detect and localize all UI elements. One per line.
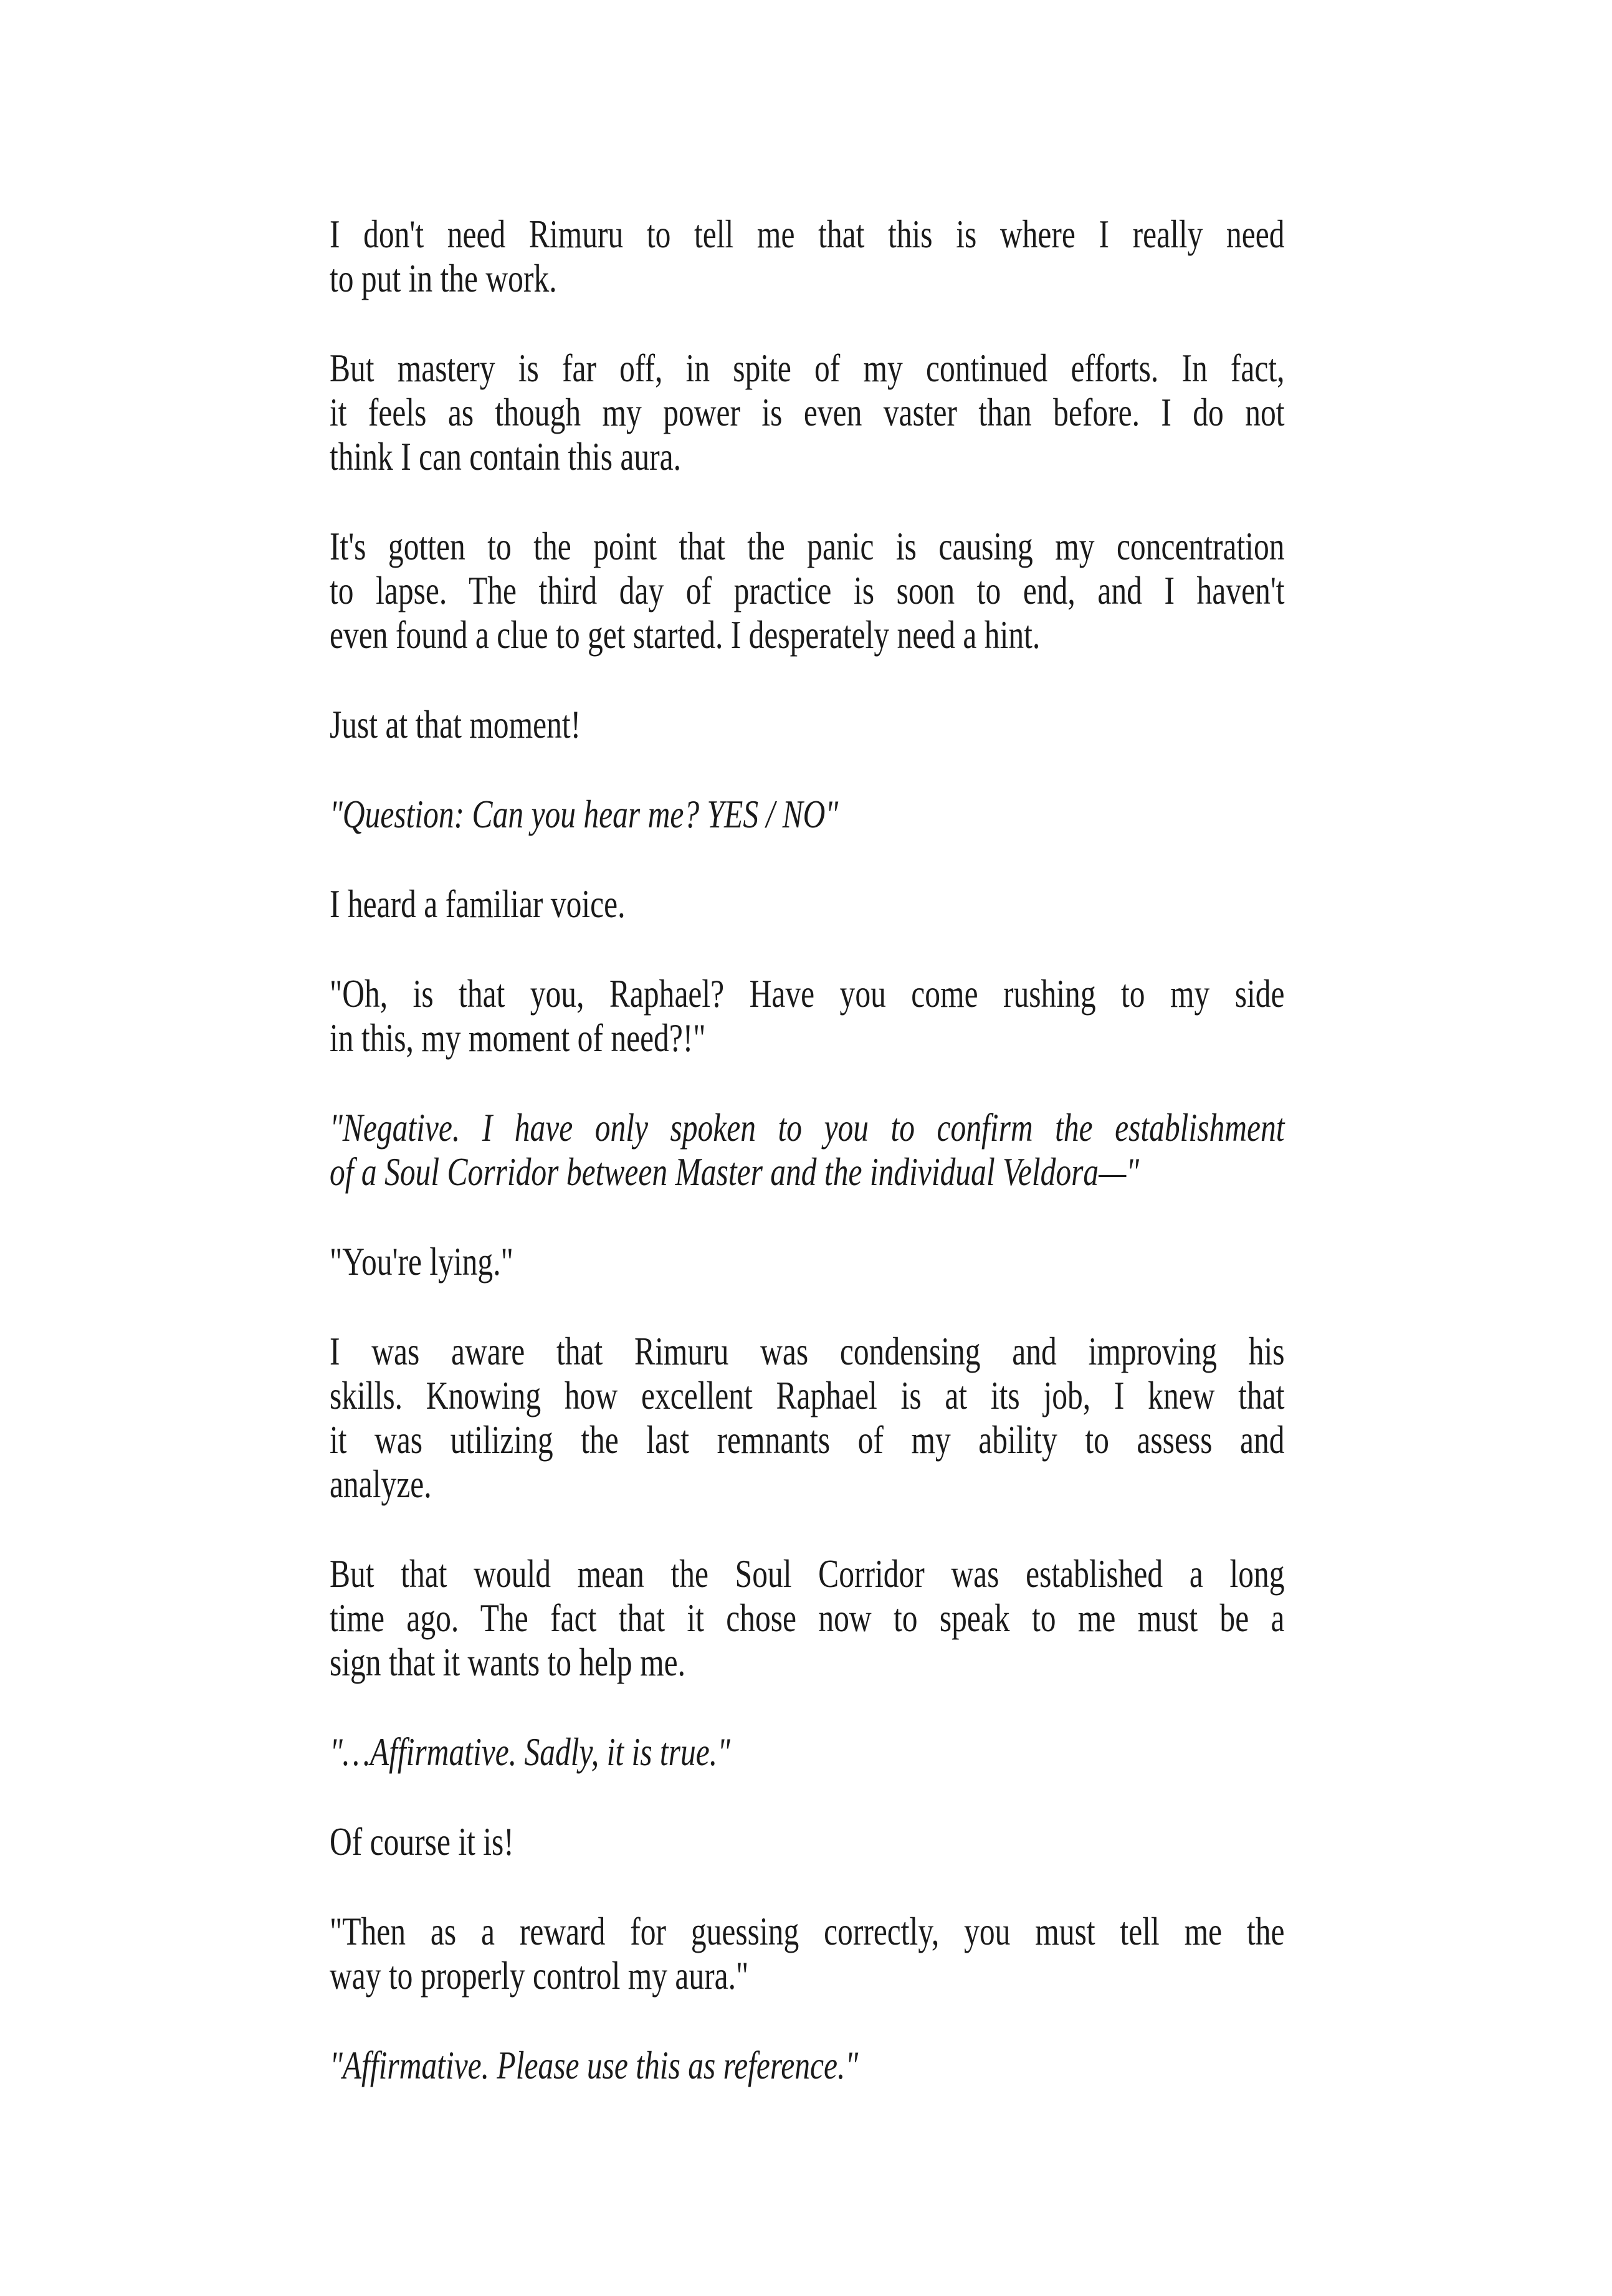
text-line: Of course it is! [330, 1819, 514, 1864]
text-line: of a Soul Corridor between Master and the individual Veldora—" [330, 1150, 1140, 1194]
paragraph [330, 882, 1285, 926]
text-line: I don't need Rimuru to tell me that this is where I really need [330, 212, 1285, 256]
paragraph [330, 1329, 1285, 1506]
paragraph [330, 346, 1285, 479]
italic-paragraph [330, 2043, 1285, 2087]
text-line: analyze. [330, 1462, 432, 1506]
text-line: way to properly control my aura." [330, 1953, 749, 1998]
text-line: I was aware that Rimuru was condensing and improving his [330, 1329, 1285, 1373]
text-line: It's gotten to the point that the panic is causing my concentration [330, 524, 1285, 568]
text-line: "…Affirmative. Sadly, it is true." [330, 1730, 730, 1774]
text-line: sign that it wants to help me. [330, 1640, 685, 1684]
text-line: it was utilizing the last remnants of my ability to assess and [330, 1417, 1285, 1462]
text-line: even found a clue to get started. I desperately need a hint. [330, 612, 1041, 657]
text-line: to lapse. The third day of practice is soon to end, and I haven't [330, 568, 1285, 612]
text-line: But that would mean the Soul Corridor was established a long [330, 1551, 1285, 1596]
italic-paragraph [330, 1730, 1285, 1774]
text-line: I heard a familiar voice. [330, 882, 626, 926]
italic-paragraph [330, 1105, 1285, 1194]
text-line: "Question: Can you hear me? YES / NO" [330, 792, 839, 836]
paragraph [330, 1239, 1285, 1284]
text-line: "Oh, is that you, Raphael? Have you come rushing to my side [330, 971, 1285, 1016]
paragraph [330, 1551, 1285, 1684]
page-text-block [330, 212, 1285, 2133]
text-line: think I can contain this aura. [330, 434, 681, 479]
paragraph [330, 1909, 1285, 1998]
text-line: it feels as though my power is even vaster than before. I do not [330, 390, 1285, 434]
text-line: time ago. The fact that it chose now to speak to me must be a [330, 1596, 1285, 1640]
italic-paragraph [330, 792, 1285, 836]
text-line: Just at that moment! [330, 702, 581, 746]
text-line: "You're lying." [330, 1239, 513, 1284]
paragraph [330, 212, 1285, 300]
text-line: "Affirmative. Please use this as reference." [330, 2043, 859, 2087]
text-line: skills. Knowing how excellent Raphael is at its job, I knew that [330, 1373, 1285, 1417]
text-line: "Negative. I have only spoken to you to confirm the establishment [330, 1105, 1285, 1150]
paragraph [330, 971, 1285, 1060]
text-line: to put in the work. [330, 256, 557, 300]
text-line: in this, my moment of need?!" [330, 1016, 706, 1060]
text-line: But mastery is far off, in spite of my continued efforts. In fact, [330, 346, 1285, 390]
paragraph [330, 1819, 1285, 1864]
text-line: "Then as a reward for guessing correctly, you must tell me the [330, 1909, 1285, 1953]
paragraph [330, 524, 1285, 657]
paragraph [330, 702, 1285, 746]
